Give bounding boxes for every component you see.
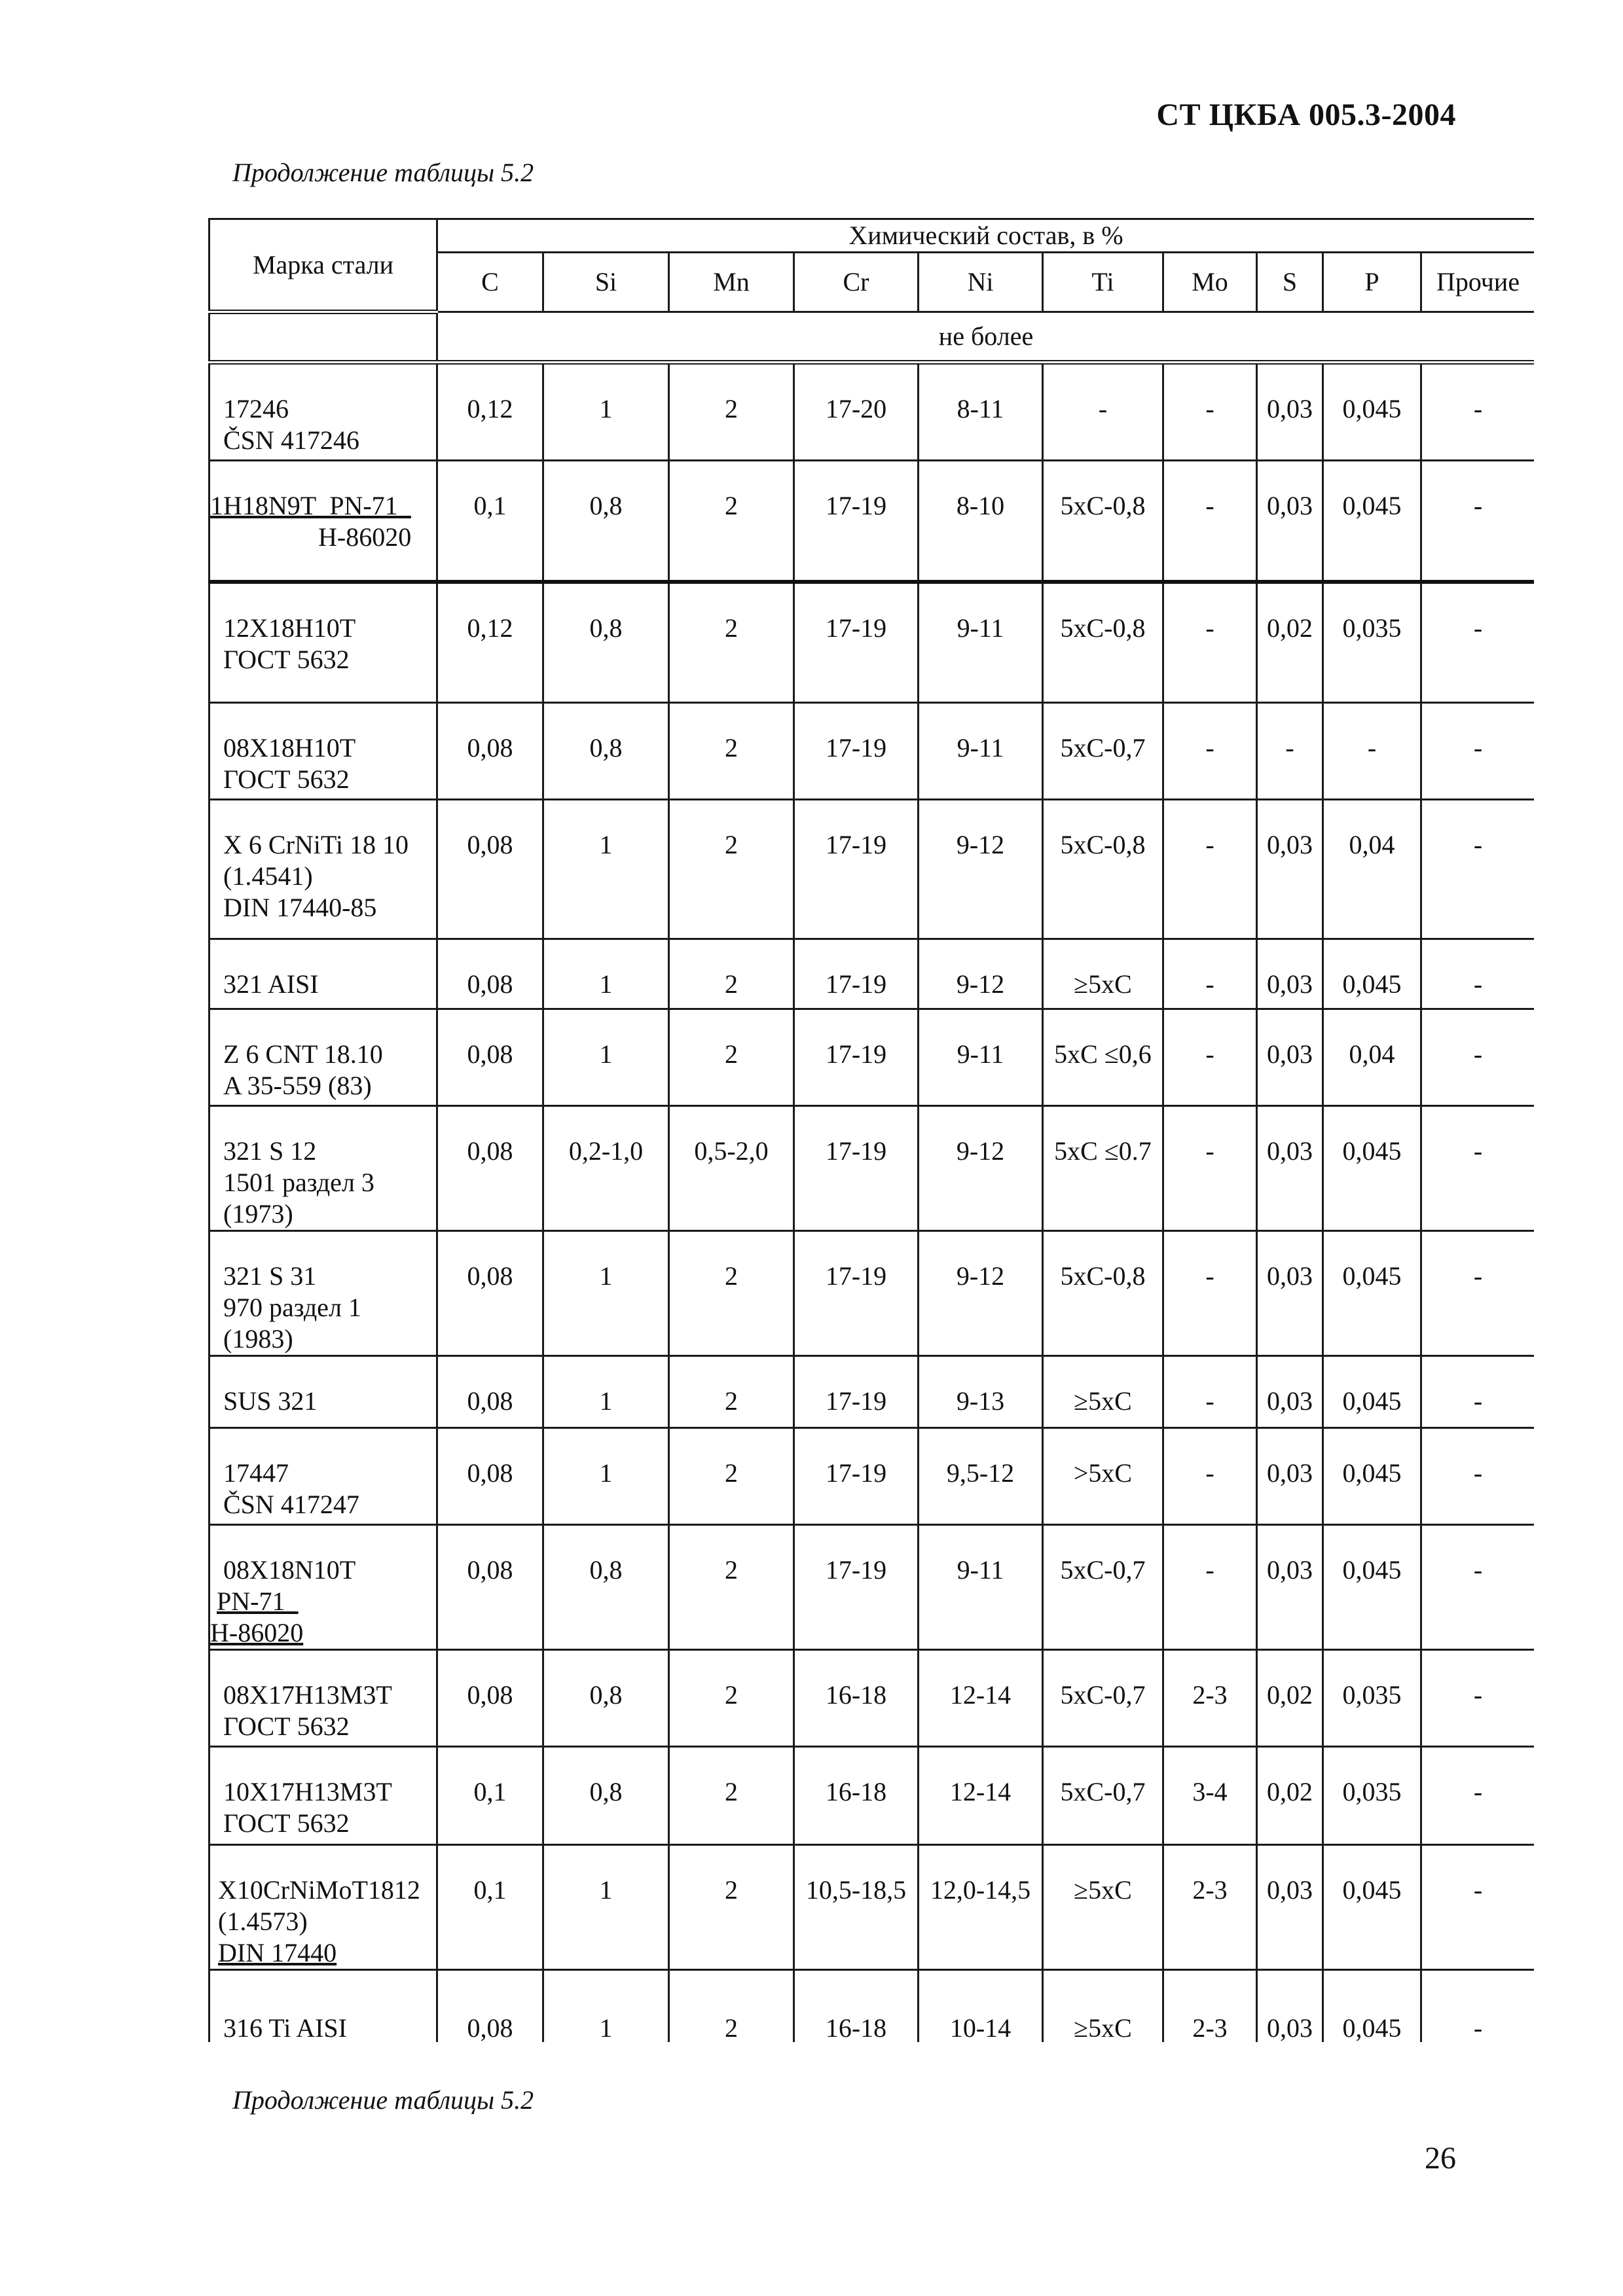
value-s: 0,02 xyxy=(1257,582,1323,703)
value-mn: 2 xyxy=(669,1525,794,1650)
value-ni: 9-11 xyxy=(919,1525,1043,1650)
grade-line: X10CrNiMoT1812 xyxy=(218,1875,420,1905)
grade-line: DIN 17440 xyxy=(218,1938,337,1967)
table-row xyxy=(210,1009,1535,1106)
value-c: 0,1 xyxy=(437,461,543,582)
grade-line: 17246 xyxy=(223,394,289,423)
value-ni: 9-11 xyxy=(919,1009,1043,1106)
value-mo: - xyxy=(1163,363,1257,461)
value-mo: - xyxy=(1163,582,1257,703)
value-mo: - xyxy=(1163,800,1257,939)
value-ti: 5хС-0,7 xyxy=(1043,1747,1163,1845)
value-si: 1 xyxy=(543,1231,669,1356)
grade-line: 17447 xyxy=(223,1458,289,1488)
value-p: 0,045 xyxy=(1323,1106,1421,1231)
grade-line: Z 6 CNT 18.10 xyxy=(223,1039,383,1069)
value-other: - xyxy=(1421,1650,1535,1747)
value-p: 0,04 xyxy=(1323,800,1421,939)
value-si: 1 xyxy=(543,1009,669,1106)
grade-line: X 6 CrNiTi 18 10 xyxy=(223,830,409,859)
value-c: 0,1 xyxy=(437,1845,543,1970)
grade-line: 1501 раздел 3 xyxy=(223,1168,374,1197)
value-cr: 17-19 xyxy=(794,1525,919,1650)
value-cr: 16-18 xyxy=(794,1970,919,2043)
value-c: 0,1 xyxy=(437,1747,543,1845)
grade-line: ГОСТ 5632 xyxy=(223,644,350,674)
table-row xyxy=(210,461,1535,582)
value-mn: 2 xyxy=(669,1231,794,1356)
value-s: 0,03 xyxy=(1257,800,1323,939)
composition-table-container xyxy=(208,218,1534,2042)
grade-line: DIN 17440-85 xyxy=(223,893,377,922)
value-ni: 9-13 xyxy=(919,1356,1043,1428)
value-ni: 12,0-14,5 xyxy=(919,1845,1043,1970)
value-mo: - xyxy=(1163,939,1257,1009)
value-other: - xyxy=(1421,703,1535,800)
value-p: 0,045 xyxy=(1323,939,1421,1009)
grade-line: ГОСТ 5632 xyxy=(223,764,350,794)
value-p: 0,045 xyxy=(1323,1525,1421,1650)
value-ti: - xyxy=(1043,363,1163,461)
value-cr: 17-19 xyxy=(794,582,919,703)
column-header-mn: Mn xyxy=(669,253,794,312)
value-ni: 9-11 xyxy=(919,582,1043,703)
value-other: - xyxy=(1421,582,1535,703)
value-c: 0,08 xyxy=(437,1009,543,1106)
value-s: 0,03 xyxy=(1257,461,1323,582)
value-other: - xyxy=(1421,1009,1535,1106)
grade-line: 321 AISI xyxy=(223,969,319,999)
value-p: 0,045 xyxy=(1323,461,1421,582)
value-c: 0,12 xyxy=(437,582,543,703)
value-cr: 17-19 xyxy=(794,703,919,800)
grade-line: (1983) xyxy=(223,1324,293,1354)
grade-cell xyxy=(210,1106,437,1231)
value-s: 0,03 xyxy=(1257,1106,1323,1231)
grade-cell xyxy=(210,939,437,1009)
value-ni: 12-14 xyxy=(919,1650,1043,1747)
grade-cell xyxy=(210,582,437,703)
value-other: - xyxy=(1421,800,1535,939)
value-ti: 5хС-0,8 xyxy=(1043,800,1163,939)
table-row xyxy=(210,1845,1535,1970)
value-ti: ≥5хС xyxy=(1043,1845,1163,1970)
value-ni: 9,5-12 xyxy=(919,1428,1043,1525)
value-c: 0,08 xyxy=(437,939,543,1009)
value-p: 0,04 xyxy=(1323,1009,1421,1106)
grade-line: 10Х17Н13М3Т xyxy=(223,1777,392,1806)
value-si: 1 xyxy=(543,1845,669,1970)
table-row xyxy=(210,363,1535,461)
value-cr: 17-19 xyxy=(794,1428,919,1525)
value-p: 0,035 xyxy=(1323,582,1421,703)
table-row xyxy=(210,1231,1535,1356)
grade-line: (1973) xyxy=(223,1199,293,1229)
value-mn: 2 xyxy=(669,1970,794,2043)
grade-cell xyxy=(210,703,437,800)
column-header-ti: Ti xyxy=(1043,253,1163,312)
grade-line: H-86020 xyxy=(210,1618,304,1647)
value-mo: - xyxy=(1163,461,1257,582)
value-mo: 2-3 xyxy=(1163,1650,1257,1747)
table-row xyxy=(210,800,1535,939)
value-c: 0,08 xyxy=(437,703,543,800)
limit-header: не более xyxy=(437,312,1535,363)
value-other: - xyxy=(1421,363,1535,461)
value-ni: 8-11 xyxy=(919,363,1043,461)
table-row xyxy=(210,1356,1535,1428)
value-p: 0,045 xyxy=(1323,1231,1421,1356)
value-c: 0,08 xyxy=(437,800,543,939)
value-mn: 2 xyxy=(669,1356,794,1428)
value-p: 0,045 xyxy=(1323,363,1421,461)
table-row xyxy=(210,1525,1535,1650)
value-mo: - xyxy=(1163,1231,1257,1356)
value-si: 0,8 xyxy=(543,1525,669,1650)
value-cr: 17-19 xyxy=(794,1231,919,1356)
value-c: 0,08 xyxy=(437,1106,543,1231)
value-ni: 9-12 xyxy=(919,1231,1043,1356)
grade-header-filler xyxy=(210,312,437,363)
grade-line: SUS 321 xyxy=(223,1386,318,1416)
value-ni: 12-14 xyxy=(919,1747,1043,1845)
grade-cell xyxy=(210,1650,437,1747)
table-row xyxy=(210,703,1535,800)
value-other: - xyxy=(1421,461,1535,582)
value-si: 0,8 xyxy=(543,582,669,703)
grade-cell xyxy=(210,800,437,939)
value-p: 0,035 xyxy=(1323,1650,1421,1747)
value-ti: 5хС-0,8 xyxy=(1043,582,1163,703)
table-row xyxy=(210,1650,1535,1747)
value-s: 0,03 xyxy=(1257,939,1323,1009)
table-row xyxy=(210,1747,1535,1845)
value-mo: 3-4 xyxy=(1163,1747,1257,1845)
grade-line: H-86020 xyxy=(318,522,412,552)
value-p: 0,045 xyxy=(1323,1845,1421,1970)
value-ti: 5хС ≤0,6 xyxy=(1043,1009,1163,1106)
grade-cell xyxy=(210,1428,437,1525)
header-row-group xyxy=(210,219,1535,253)
chemical-composition-table xyxy=(208,218,1534,2042)
value-p: 0,045 xyxy=(1323,1970,1421,2043)
value-other: - xyxy=(1421,1747,1535,1845)
value-ti: ≥5хС xyxy=(1043,1356,1163,1428)
table-row xyxy=(210,1970,1535,2043)
page-number: 26 xyxy=(1425,2141,1456,2176)
grade-line: 316 Ti AISI xyxy=(223,2013,347,2042)
value-mn: 2 xyxy=(669,1747,794,1845)
grade-line: (1.4541) xyxy=(223,861,313,891)
value-s: 0,03 xyxy=(1257,1970,1323,2043)
value-mn: 2 xyxy=(669,461,794,582)
grade-line: 321 S 12 xyxy=(223,1136,317,1166)
value-cr: 17-19 xyxy=(794,461,919,582)
value-ti: 5хС-0,8 xyxy=(1043,1231,1163,1356)
value-mo: - xyxy=(1163,1106,1257,1231)
table-caption-top: Продолжение таблицы 5.2 xyxy=(232,158,534,187)
grade-line: ГОСТ 5632 xyxy=(223,1808,350,1838)
value-s: 0,03 xyxy=(1257,1428,1323,1525)
grade-line: 12Х18Н10Т xyxy=(223,613,356,643)
column-header-s: S xyxy=(1257,253,1323,312)
value-si: 1 xyxy=(543,363,669,461)
value-other: - xyxy=(1421,1428,1535,1525)
grade-line: 1H18N9T_PN-71_ xyxy=(210,491,411,520)
grade-cell xyxy=(210,363,437,461)
value-mn: 2 xyxy=(669,1009,794,1106)
value-ti: 5хС-0,8 xyxy=(1043,461,1163,582)
value-s: - xyxy=(1257,703,1323,800)
value-si: 0,8 xyxy=(543,1747,669,1845)
value-other: - xyxy=(1421,1231,1535,1356)
value-mn: 2 xyxy=(669,703,794,800)
value-s: 0,02 xyxy=(1257,1650,1323,1747)
column-header-p: P xyxy=(1323,253,1421,312)
value-ni: 9-12 xyxy=(919,1106,1043,1231)
value-ni: 8-10 xyxy=(919,461,1043,582)
value-c: 0,08 xyxy=(437,1970,543,2043)
value-mn: 2 xyxy=(669,363,794,461)
value-s: 0,02 xyxy=(1257,1747,1323,1845)
value-ni: 10-14 xyxy=(919,1970,1043,2043)
grade-line: A 35-559 (83) xyxy=(223,1071,372,1100)
grade-cell xyxy=(210,1970,437,2043)
value-si: 1 xyxy=(543,1356,669,1428)
value-si: 1 xyxy=(543,939,669,1009)
value-c: 0,08 xyxy=(437,1231,543,1356)
column-header-si: Si xyxy=(543,253,669,312)
value-ti: 5хС-0,7 xyxy=(1043,703,1163,800)
value-cr: 17-19 xyxy=(794,1356,919,1428)
table-row xyxy=(210,939,1535,1009)
grade-line: 08Х18Н10Т xyxy=(223,733,356,762)
grade-line: (1.4573) xyxy=(218,1907,308,1936)
column-header-ni: Ni xyxy=(919,253,1043,312)
value-c: 0,08 xyxy=(437,1428,543,1525)
column-header-other: Прочие xyxy=(1421,253,1535,312)
value-s: 0,03 xyxy=(1257,1845,1323,1970)
value-ti: >5хС xyxy=(1043,1428,1163,1525)
value-p: - xyxy=(1323,703,1421,800)
value-si: 0,8 xyxy=(543,461,669,582)
value-mn: 2 xyxy=(669,1650,794,1747)
value-other: - xyxy=(1421,939,1535,1009)
value-p: 0,045 xyxy=(1323,1428,1421,1525)
grade-cell xyxy=(210,1525,437,1650)
table-row xyxy=(210,582,1535,703)
value-mn: 0,5-2,0 xyxy=(669,1106,794,1231)
value-cr: 17-19 xyxy=(794,1009,919,1106)
header-row-limit xyxy=(210,312,1535,363)
value-other: - xyxy=(1421,1525,1535,1650)
value-s: 0,03 xyxy=(1257,1525,1323,1650)
grade-line: ČSN 417247 xyxy=(223,1490,359,1519)
value-cr: 16-18 xyxy=(794,1650,919,1747)
value-ti: 5хС ≤0.7 xyxy=(1043,1106,1163,1231)
grade-cell xyxy=(210,461,437,582)
value-mn: 2 xyxy=(669,800,794,939)
value-c: 0,12 xyxy=(437,363,543,461)
value-si: 1 xyxy=(543,800,669,939)
value-c: 0,08 xyxy=(437,1356,543,1428)
value-other: - xyxy=(1421,1106,1535,1231)
value-si: 0,8 xyxy=(543,1650,669,1747)
grade-line: 321 S 31 xyxy=(223,1261,317,1291)
column-header-mo: Mo xyxy=(1163,253,1257,312)
grade-line: ГОСТ 5632 xyxy=(223,1712,350,1741)
value-s: 0,03 xyxy=(1257,363,1323,461)
value-mn: 2 xyxy=(669,582,794,703)
grade-cell xyxy=(210,1231,437,1356)
value-si: 1 xyxy=(543,1970,669,2043)
value-cr: 16-18 xyxy=(794,1747,919,1845)
value-cr: 17-19 xyxy=(794,800,919,939)
value-ti: 5хС-0,7 xyxy=(1043,1650,1163,1747)
grade-cell xyxy=(210,1356,437,1428)
value-ti: 5хС-0,7 xyxy=(1043,1525,1163,1650)
column-header-c: C xyxy=(437,253,543,312)
table-row xyxy=(210,1428,1535,1525)
value-si: 1 xyxy=(543,1428,669,1525)
value-mn: 2 xyxy=(669,1845,794,1970)
value-cr: 17-19 xyxy=(794,939,919,1009)
composition-group-header: Химический состав, в % xyxy=(437,219,1535,253)
value-mo: - xyxy=(1163,1428,1257,1525)
value-si: 0,8 xyxy=(543,703,669,800)
value-mo: 2-3 xyxy=(1163,1845,1257,1970)
grade-cell xyxy=(210,1845,437,1970)
value-s: 0,03 xyxy=(1257,1356,1323,1428)
table-caption-bottom: Продолжение таблицы 5.2 xyxy=(232,2085,534,2115)
value-cr: 17-19 xyxy=(794,1106,919,1231)
value-ti: ≥5хС xyxy=(1043,1970,1163,2043)
grade-column-header: Марка стали xyxy=(210,219,437,312)
grade-line: 08X18N10T xyxy=(223,1555,356,1585)
value-c: 0,08 xyxy=(437,1650,543,1747)
grade-line: 970 раздел 1 xyxy=(223,1293,361,1322)
value-mo: 2-3 xyxy=(1163,1970,1257,2043)
value-mn: 2 xyxy=(669,1428,794,1525)
grade-cell xyxy=(210,1009,437,1106)
grade-cell xyxy=(210,1747,437,1845)
value-mo: - xyxy=(1163,703,1257,800)
value-other: - xyxy=(1421,1356,1535,1428)
value-s: 0,03 xyxy=(1257,1231,1323,1356)
value-p: 0,045 xyxy=(1323,1356,1421,1428)
value-mo: - xyxy=(1163,1356,1257,1428)
value-si: 0,2-1,0 xyxy=(543,1106,669,1231)
column-header-cr: Cr xyxy=(794,253,919,312)
value-other: - xyxy=(1421,1845,1535,1970)
grade-line: ČSN 417246 xyxy=(223,425,359,455)
value-c: 0,08 xyxy=(437,1525,543,1650)
grade-line: PN-71_ xyxy=(217,1587,299,1616)
table-row xyxy=(210,1106,1535,1231)
document-code: СТ ЦКБА 005.3-2004 xyxy=(1156,98,1456,132)
value-s: 0,03 xyxy=(1257,1009,1323,1106)
value-cr: 17-20 xyxy=(794,363,919,461)
grade-line: 08Х17Н13М3Т xyxy=(223,1680,392,1710)
value-mo: - xyxy=(1163,1009,1257,1106)
value-mo: - xyxy=(1163,1525,1257,1650)
value-mn: 2 xyxy=(669,939,794,1009)
value-ni: 9-12 xyxy=(919,800,1043,939)
value-ti: ≥5хС xyxy=(1043,939,1163,1009)
value-ni: 9-11 xyxy=(919,703,1043,800)
value-cr: 10,5-18,5 xyxy=(794,1845,919,1970)
value-p: 0,035 xyxy=(1323,1747,1421,1845)
value-ni: 9-12 xyxy=(919,939,1043,1009)
value-other: - xyxy=(1421,1970,1535,2043)
